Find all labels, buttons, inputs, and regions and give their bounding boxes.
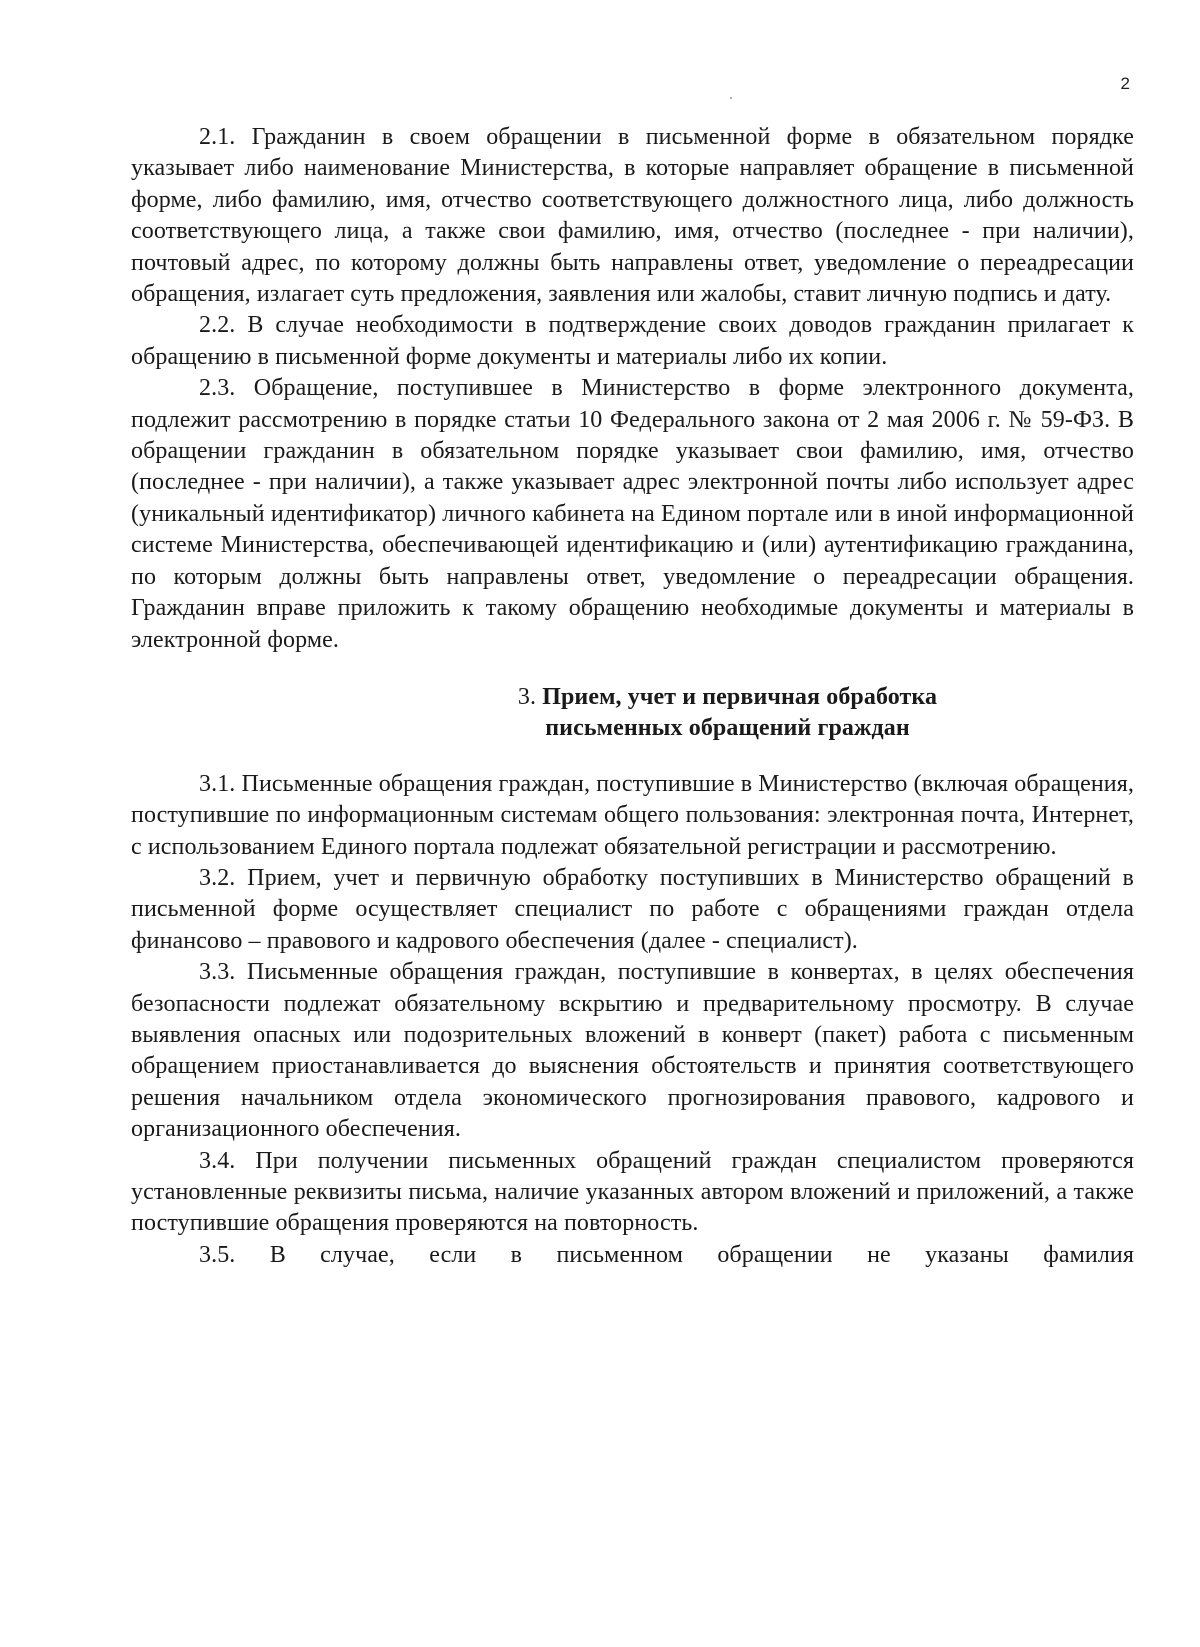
section-3-heading	[131, 682, 1134, 745]
paragraph-2-1: 2.1. Гражданин в своем обращении в письменной форме в обязательном порядке указывает либо наименование Министерства, в которые направляет обращение в письменной форме, либо фамилию, имя, отчество соответствующего должностного лица, либо должность соответствующего лица, а также свои фамилию, имя, отчество (последнее - при наличии), почтовый адрес, по которому должны быть направлены ответ, уведомление о переадресации обращения, излагает суть предложения, заявления или жалобы, ставит личную подпись и дату.	[131, 124, 1134, 308]
paragraph-3-5: 3.5. В случае, если в письменном обращении не указаны фамилия	[199, 1241, 1134, 1268]
page-number: 2	[1120, 74, 1130, 93]
document-body	[131, 122, 1134, 1271]
section-3-title-line2: письменных обращений граждан	[545, 715, 910, 742]
paragraph-3-2: 3.2. Прием, учет и первичную обработку поступивших в Министерство обращений в письменной форме осуществляет специалист по работе с обращениями граждан отдела финансово – правового и кадрового обеспечения (далее - специалист).	[131, 864, 1134, 954]
scan-speck	[730, 97, 732, 99]
section-3-number: 3.	[517, 683, 537, 710]
paragraph-3-1: 3.1. Письменные обращения граждан, поступившие в Министерство (включая обращения, поступившие по информационным системам общего пользования: электронная почта, Интернет, с использованием Единого портала подлежат обязательной регистрации и рассмотрению.	[131, 770, 1134, 860]
paragraph-2-3: 2.3. Обращение, поступившее в Министерство в форме электронного документа, подлежит рассмотрению в порядке статьи 10 Федерального закона от 2 мая 2006 г. № 59-ФЗ. В обращении гражданин в обязательном порядке указывает свои фамилию, имя, отчество (последнее - при наличии), а также указывает адрес электронной почты либо использует адрес (уникальный идентификатор) личного кабинета на Едином портале или в иной информационной системе Министерства, обеспечивающей идентификацию и (или) аутентификацию гражданина, по которым должны быть направлены ответ, уведомление о переадресации обращения. Гражданин вправе приложить к такому обращению необходимые документы и материалы в электронной форме.	[131, 375, 1134, 653]
paragraph-3-3: 3.3. Письменные обращения граждан, поступившие в конвертах, в целях обеспечения безопасности подлежат обязательному вскрытию и предварительному просмотру. В случае выявления опасных или подозрительных вложений в конверт (пакет) работа с письменным обращением приостанавливается до выяснения обстоятельств и принятия соответствующего решения начальником отдела экономического прогнозирования правового, кадрового и организационного обеспечения.	[131, 959, 1134, 1143]
paragraph-3-4: 3.4. При получении письменных обращений граждан специалистом проверяются установленные реквизиты письма, наличие указанных автором вложений и приложений, а также поступившие обращения проверяются на повторность.	[131, 1147, 1134, 1237]
paragraph-2-2: 2.2. В случае необходимости в подтверждение своих доводов гражданин прилагает к обращению в письменной форме документы и материалы либо их копии.	[131, 312, 1134, 370]
section-3-title-line1: Прием, учет и первичная обработка	[542, 683, 938, 710]
